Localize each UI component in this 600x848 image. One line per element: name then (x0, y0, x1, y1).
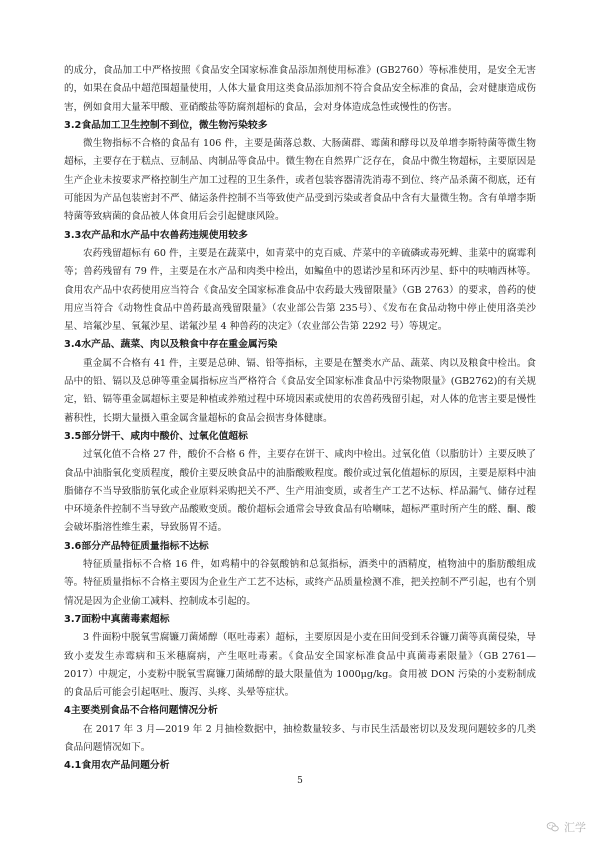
body-paragraph: 重金属不合格有 41 件，主要是总砷、镉、铅等指标，主要是在蟹类水产品、蔬菜、肉以及粮食中检出。食品中的铅、镉以及总砷等重金属指标应当严格符合《食品安全国家标准食品中污染物限量》(GB2762)的有关规定，铅、镉等重金属超标主要是种植或养殖过程中环境因素或使用的农兽药残留引起，对人体的危害主要是慢性蓄积性，长期大量摄入重金属含量超标的食品会损害身体健康。 (64, 357, 536, 424)
section-heading: 3.6部分产品特征质量指标不达标 (64, 540, 209, 552)
page-number: 5 (297, 776, 303, 786)
document-body (64, 62, 536, 776)
body-paragraph: 过氧化值不合格 27 件，酸价不合格 6 件，主要存在饼干、咸肉中检出。过氧化值（以脂肪计）主要反映了食品中油脂氧化变质程度，酸价主要反映食品中的油脂酸败程度。酸价或过氧化值超标的原因，主要是原料中油脂储存不当导致脂肪氧化或企业原料采购把关不严、生产用油变质，或者生产工艺不达标、样品漏气、储存过程中环境条件控制不当导致产品酸败变质。酸价超标会通常会导致食品有哈喇味，超标严重时所产生的醛、酮、酸会破坏脂溶性维生素，导致肠胃不适。 (64, 449, 536, 534)
body-paragraph: 特征质量指标不合格 16 件，如鸡精中的谷氨酸钠和总氮指标，酒类中的酒精度，植物油中的脂肪酸组成等。特征质量指标不合格主要因为企业生产工艺不达标，或终产品质量检测不准，把关控制不严引起，也有个别情况是因为企业偷工减料、控制成本引起的。 (64, 559, 536, 607)
section-heading: 3.3农产品和水产品中农兽药违规使用较多 (64, 229, 248, 241)
section-heading: 3.4水产品、蔬菜、肉以及粮食中存在重金属污染 (64, 339, 278, 351)
body-paragraph: 在 2017 年 3 月—2019 年 2 月抽检数据中，抽检数量较多、与市民生活最密切以及发现问题较多的几类食品问题情况如下。 (64, 723, 536, 753)
body-paragraph: 3 件面粉中脱氧雪腐镰刀菌烯醇（呕吐毒素）超标，主要原因是小麦在田间受到禾谷镰刀菌等真菌侵染，导致小麦发生赤霉病和玉米穗腐病，产生呕吐毒素。《食品安全国家标准食品中真菌毒素限量》（GB 2761—2017）中规定，小麦粉中脱氧雪腐镰刀菌烯醇的最大限量值为 1000μg/kg。食用被 DON 污染的小麦粉制成的食品后可能会引起呕吐、腹泻、头疼、头晕等症状。 (64, 632, 536, 699)
section-heading: 4.1食用农产品问题分析 (64, 760, 170, 772)
section-heading: 3.5部分饼干、咸肉中酸价、过氧化值超标 (64, 430, 248, 442)
section-heading: 3.2食品加工卫生控制不到位，微生物污染较多 (64, 119, 268, 131)
body-paragraph: 微生物指标不合格的食品有 106 件，主要是菌落总数、大肠菌群、霉菌和酵母以及单增李斯特菌等微生物超标，主要存在于糕点、豆制品、肉制品等食品中。微生物在自然界广泛存在，食品中微生物超标，主要原因是生产企业未按要求严格控制生产加工过程的卫生条件，或者包装容器清洗消毒不到位、终产品杀菌不彻底，还有可能因为产品包装密封不严、储运条件控制不当等致使产品受到污染或者食品中含有大量微生物。含有单增李斯特菌等致病菌的食品被人体食用后会引起健康风险。 (64, 138, 536, 223)
body-paragraph: 的成分，食品加工中严格按照《食品安全国家标准食品添加剂使用标准》(GB2760）等标准使用，是安全无害的，如果在食品中超范围超量使用，人体大量食用这类食品添加剂不符合食品安全标准的食品，会对健康造成伤害，例如食用大量苯甲酸、亚硝酸盐等防腐剂超标的食品，会对身体造成急性或慢性的伤害。 (64, 65, 536, 113)
section-heading: 3.7面粉中真菌毒素超标 (64, 613, 170, 625)
wechat-icon (546, 820, 560, 834)
body-paragraph: 农药残留超标有 60 件，主要是在蔬菜中，如青菜中的克百威、芹菜中的辛硫磷或毒死蜱、韭菜中的腐霉利等；兽药残留有 79 件，主要是在水产品和肉类中检出，如鳊鱼中的恩诺沙星和环丙沙星、虾中的呋喃西林等。食用农产品中农药使用应当符合《食品安全国家标准食品中农药最大残留限量》（GB 2763）的要求，兽药的使用应当符合《动物性食品中兽药最高残留限量》（农业部公告第 235号）、《发布在食品动物中停止使用洛美沙星、培氟沙星、氧氟沙星、诺氟沙星 4 种兽药的决定》（农业部公告第 2292 号）等规定。 (64, 247, 536, 333)
chapter-heading: 4主要类别食品不合格问题情况分析 (64, 705, 218, 717)
watermark-text: 汇学 (564, 821, 586, 834)
watermark (546, 819, 586, 835)
